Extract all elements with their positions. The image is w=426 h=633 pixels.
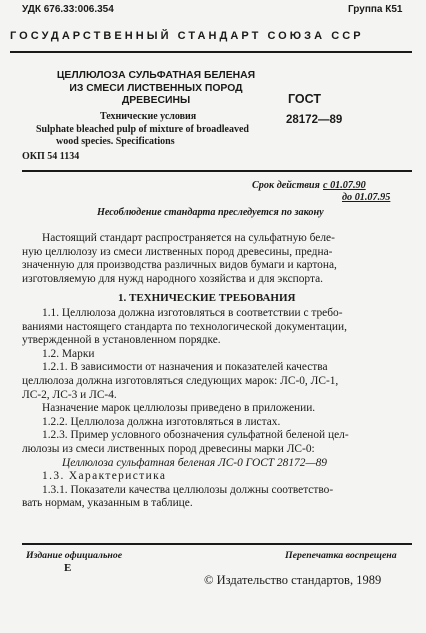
intro-paragraph (22, 232, 337, 286)
body-line: 1.2.3. Пример условного обозначения сульфатной беленой цел- (42, 429, 349, 442)
title-subtitle: Технические условия (100, 111, 197, 122)
body-line: вать нормам, указанным в таблице. (22, 497, 193, 510)
body-line: ваниями настоящего стандарта по технологической документации, (22, 320, 347, 333)
intro-line: значенную для производства различных видов бумаги и картона, (22, 259, 337, 272)
gos-standard-heading: ГОСУДАРСТВЕННЫЙ СТАНДАРТ СОЮЗА ССР (10, 30, 364, 42)
body-line: 1.2.1. В зависимости от назначения и показателей качества (42, 361, 328, 374)
body-line: целлюлоза должна изготовляться следующих марок: ЛС-0, ЛС-1, (22, 374, 339, 387)
validity-from: с 01.07.90 (323, 180, 366, 191)
title-ru-line: ДРЕВЕСИНЫ (121, 95, 191, 106)
legal-notice: Несоблюдение стандарта преследуется по закону (97, 207, 324, 218)
title-en-line: Sulphate bleached pulp of mixture of broadleaved (36, 124, 249, 135)
designation-example: Целлюлоза сульфатная беленая ЛС-0 ГОСТ 28172—89 (62, 456, 327, 469)
edition-letter: Е (64, 562, 72, 574)
copyright-line: © Издательство стандартов, 1989 (204, 573, 382, 587)
title-ru (52, 70, 260, 108)
gost-label: ГОСТ (288, 92, 321, 106)
body-line: 1.3. Характеристика (42, 470, 167, 483)
gost-number: 28172—89 (286, 114, 343, 126)
body-line: 1.3.1. Показатели качества целлюлозы должны соответство- (42, 483, 334, 496)
section-body (22, 307, 349, 511)
body-line: 1.1. Целлюлоза должна изготовляться в соответствии с требо- (42, 307, 343, 319)
okp-code: ОКП 54 1134 (22, 151, 80, 162)
section-title: 1. ТЕХНИЧЕСКИЕ ТРЕБОВАНИЯ (118, 292, 296, 304)
body-line: Назначение марок целлюлозы приведено в приложении. (42, 402, 316, 415)
title-ru-line: ЦЕЛЛЮЛОЗА СУЛЬФАТНАЯ БЕЛЕНАЯ (56, 70, 256, 81)
title-en (36, 124, 249, 148)
intro-line: изготовляемую для нужд народного хозяйства и для экспорта. (22, 272, 323, 285)
body-line: утвержденной в установленном порядке. (22, 334, 221, 347)
validity-to: до 01.07.95 (342, 192, 391, 203)
body-line: 1.2. Марки (42, 347, 95, 360)
udk-code: УДК 676.33:006.354 (22, 4, 114, 15)
group-code: Группа К51 (348, 4, 403, 15)
body-line: ЛС-2, ЛС-3 и ЛС-4. (22, 388, 117, 401)
edition-label: Издание официальное (26, 550, 123, 561)
title-en-line: wood species. Specifications (56, 136, 175, 147)
header-rule (10, 51, 412, 53)
reprint-notice: Перепечатка воспрещена (285, 550, 397, 561)
body-line: люлозы из смеси лиственных пород древесины марки ЛС-0: (22, 442, 315, 455)
intro-line: Настоящий стандарт распространяется на сульфатную беле- (42, 232, 335, 244)
intro-line: ную целлюлозу из смеси лиственных пород древесины, предна- (22, 245, 333, 258)
footer-rule (22, 543, 412, 545)
title-ru-line: ИЗ СМЕСИ ЛИСТВЕННЫХ ПОРОД (69, 82, 243, 94)
title-rule (22, 170, 412, 172)
validity-label: Срок действия (252, 180, 320, 191)
body-line: 1.2.2. Целлюлоза должна изготовляться в листах. (42, 415, 281, 428)
